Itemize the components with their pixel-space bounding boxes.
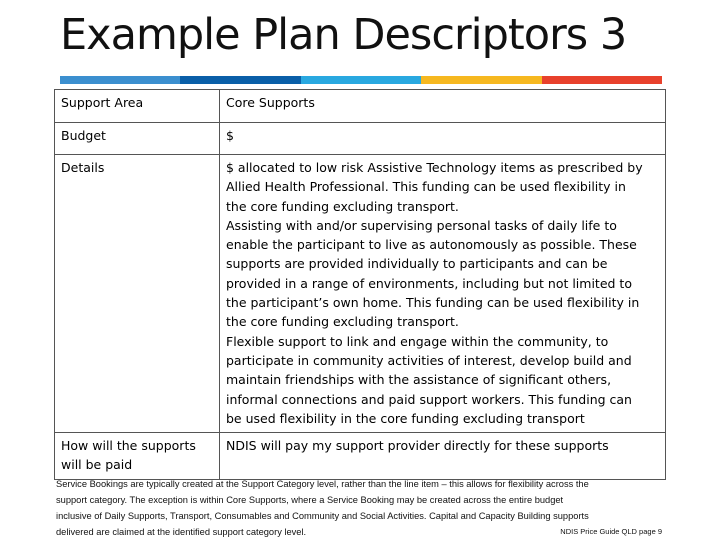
accent-color-bar xyxy=(60,76,662,84)
value-line: Flexible support to link and engage within the community, to xyxy=(226,333,609,349)
row-value xyxy=(220,90,666,123)
page-reference: NDIS Price Guide QLD page 9 xyxy=(560,527,662,536)
footnote-line: delivered are claimed at the identified support category level. xyxy=(56,527,307,537)
plan-descriptor-table xyxy=(54,89,666,480)
table-row xyxy=(55,123,666,155)
row-value xyxy=(220,123,666,155)
table-row xyxy=(55,155,666,433)
accent-segment xyxy=(542,76,662,84)
footnote-line: support category. The exception is within Core Supports, where a Service Booking may be created across the entire budget xyxy=(56,495,564,505)
row-label: Budget xyxy=(55,123,220,155)
row-label: Details xyxy=(55,155,220,433)
accent-segment xyxy=(60,76,180,84)
row-value xyxy=(220,155,666,433)
value-line: Allied Health Professional. This funding can be used flexibility in xyxy=(226,179,626,195)
table-row xyxy=(55,433,666,480)
footnote-line: inclusive of Daily Supports, Transport, Consumables and Community and Social Activities. Capital and Capacity Building supports xyxy=(56,511,589,521)
value-line: NDIS will pay my support provider directly for these supports xyxy=(226,438,609,454)
page-title: Example Plan Descriptors 3 xyxy=(60,10,627,60)
value-line: $ xyxy=(226,128,234,143)
value-line: be used flexibility in the core funding excluding transport xyxy=(226,410,585,426)
accent-segment xyxy=(301,76,421,84)
label-line: How will the supports xyxy=(61,438,196,454)
value-line: provided in a range of environments, including but not limited to xyxy=(226,275,632,291)
value-line: the core funding excluding transport. xyxy=(226,198,459,214)
value-line: Assisting with and/or supervising personal tasks of daily life to xyxy=(226,217,617,233)
accent-segment xyxy=(421,76,541,84)
value-line: informal connections and paid support workers. This funding can xyxy=(226,391,632,407)
value-line: maintain friendships with the assistance of significant others, xyxy=(226,372,612,388)
row-label: Support Area xyxy=(55,90,220,123)
row-value xyxy=(220,433,666,480)
value-line: participate in community activities of interest, develop build and xyxy=(226,352,632,368)
accent-segment xyxy=(180,76,300,84)
label-line: will be paid xyxy=(61,457,133,473)
value-line: Core Supports xyxy=(226,95,315,110)
row-label xyxy=(55,433,220,480)
value-line: enable the participant to live as autonomously as possible. These xyxy=(226,237,637,253)
value-line: the participant’s own home. This funding can be used flexibility in xyxy=(226,295,640,311)
value-line: $ allocated to low risk Assistive Technology items as prescribed by xyxy=(226,160,643,175)
footnote-line: Service Bookings are typically created at the Support Category level, rather than the line item – this allows for flexibility across the xyxy=(56,479,589,489)
value-line: supports are provided individually to participants and can be xyxy=(226,256,608,272)
value-line: the core funding excluding transport. xyxy=(226,314,459,330)
table-row xyxy=(55,90,666,123)
